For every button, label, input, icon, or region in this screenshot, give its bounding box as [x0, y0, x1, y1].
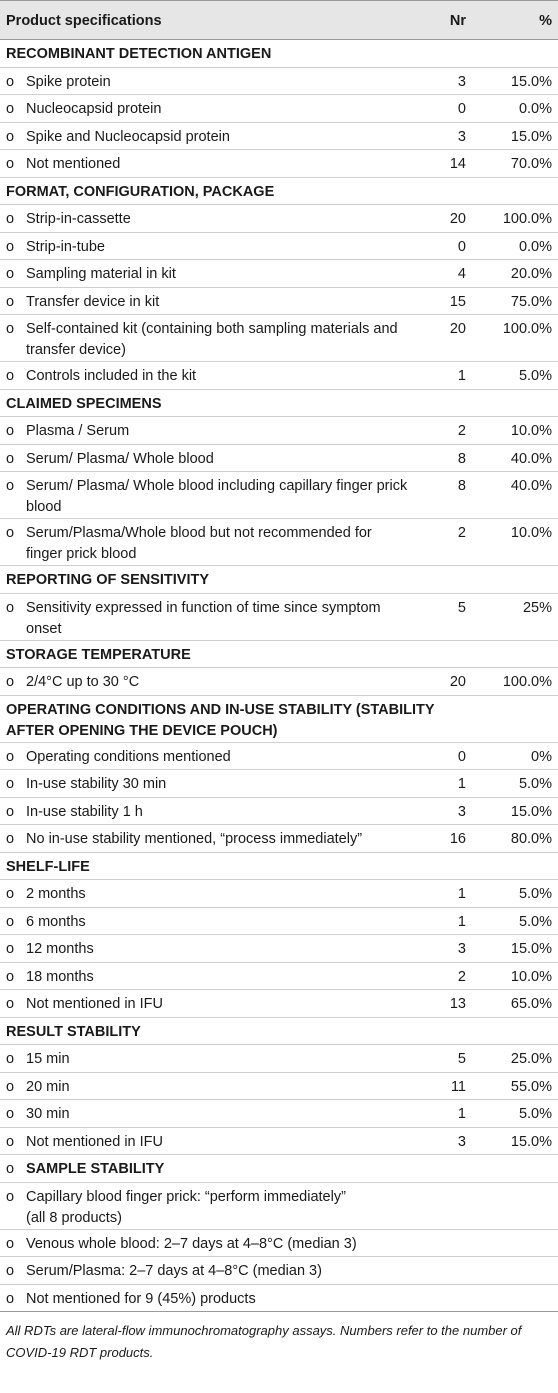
pct-value: 0%: [531, 748, 552, 765]
header-pct: %: [539, 13, 552, 29]
item-label: [6, 127, 230, 148]
nr-value: 2: [457, 968, 466, 985]
table-row: [0, 417, 558, 445]
section-label: [6, 394, 162, 415]
pct-value: 0.0%: [518, 101, 552, 117]
label-text: 18 months: [26, 968, 94, 985]
item-label: [6, 1187, 346, 1229]
bullet-icon: o: [6, 238, 15, 255]
item-label: [6, 421, 129, 442]
nr-value: 2: [457, 525, 466, 541]
section-label: [6, 44, 271, 65]
item-label: [6, 319, 398, 361]
label-text: Transfer device in kit: [26, 293, 160, 310]
bullet-icon: o: [6, 803, 15, 820]
table-row: [0, 743, 558, 771]
label-text: Spike protein: [26, 73, 111, 90]
table-row: [0, 445, 558, 473]
item-label: [6, 237, 105, 258]
section-row: [0, 40, 558, 68]
item-label: [6, 476, 407, 518]
table-row: [0, 1100, 558, 1128]
label-text: Sampling material in kit: [26, 266, 176, 282]
bullet-icon: o: [6, 128, 15, 145]
section-label: [6, 857, 90, 878]
pct-value: 55.0%: [510, 1078, 552, 1095]
nr-value: 0: [457, 101, 466, 117]
item-label: [6, 884, 86, 905]
pct-value: 75.0%: [510, 293, 552, 310]
bullet-icon: o: [6, 941, 15, 957]
label-text-continued: finger prick blood: [26, 546, 137, 562]
label-text: Serum/Plasma/Whole blood but not recommended for: [26, 525, 372, 541]
bullet-icon: o: [6, 1106, 15, 1122]
nr-value: 3: [457, 941, 466, 957]
pct-value: 15.0%: [510, 803, 552, 820]
table-row: [0, 1073, 558, 1101]
bullet-icon: o: [6, 996, 15, 1012]
label-text: 20 min: [26, 1078, 70, 1095]
nr-value: 3: [457, 803, 466, 820]
table-row: [0, 594, 558, 641]
label-text: 2 months: [26, 886, 86, 902]
nr-value: 20: [449, 211, 466, 227]
pct-value: 100.0%: [502, 674, 552, 690]
item-label: [6, 747, 231, 768]
label-text-continued: (all 8 products): [26, 1209, 122, 1226]
label-text: Serum/Plasma: 2–7 days at 4–8°C (median 3): [26, 1263, 322, 1279]
bullet-icon: o: [6, 478, 15, 494]
label-text: Spike and Nucleocapsid protein: [26, 128, 230, 145]
pct-value: 10.0%: [510, 423, 552, 439]
label-text: FORMAT, CONFIGURATION, PACKAGE: [6, 183, 275, 200]
section-row: [0, 696, 558, 743]
bullet-icon: o: [6, 1188, 15, 1205]
item-label: [6, 1077, 70, 1098]
item-label: [6, 598, 381, 640]
table-row: [0, 1285, 558, 1313]
label-text: Nucleocapsid protein: [26, 101, 162, 117]
nr-value: 1: [457, 1106, 466, 1122]
item-label: [6, 939, 94, 960]
label-text: SHELF-LIFE: [6, 858, 90, 875]
label-text: 2/4°C up to 30 °C: [26, 674, 140, 690]
bullet-icon: o: [6, 1078, 15, 1095]
table-row: [0, 150, 558, 178]
pct-value: 15.0%: [510, 128, 552, 145]
label-text: Plasma / Serum: [26, 423, 130, 439]
nr-value: 3: [457, 73, 466, 90]
bullet-icon: o: [6, 101, 15, 117]
label-text: Not mentioned: [26, 156, 121, 172]
label-text: RECOMBINANT DETECTION ANTIGEN: [6, 46, 272, 62]
bullet-icon: o: [6, 1051, 15, 1067]
pct-value: 15.0%: [510, 941, 552, 957]
label-text: Venous whole blood: 2–7 days at 4–8°C (median 3): [26, 1235, 357, 1252]
label-text-continued: transfer device): [26, 342, 126, 358]
table-row: [0, 260, 558, 288]
label-text: 12 months: [26, 941, 94, 957]
pct-value: 70.0%: [510, 156, 552, 172]
table-row: [0, 95, 558, 123]
section-label: [6, 645, 191, 666]
table-row: [0, 123, 558, 151]
label-text: Strip-in-tube: [26, 238, 105, 255]
table-row: [0, 990, 558, 1018]
bullet-icon: o: [6, 1263, 15, 1279]
bullet-icon: o: [6, 156, 15, 172]
label-text-continued: onset: [26, 620, 62, 637]
bullet-icon: o: [6, 266, 15, 282]
pct-value: 5.0%: [518, 886, 552, 902]
nr-value: 2: [457, 423, 466, 439]
table-row: [0, 668, 558, 696]
pct-value: 40.0%: [510, 478, 552, 494]
item-label: [6, 1049, 70, 1070]
label-text: RESULT STABILITY: [6, 1023, 141, 1040]
item-label: [6, 1132, 163, 1153]
item-label: [6, 292, 159, 313]
label-text: Not mentioned in IFU: [26, 996, 164, 1012]
bullet-icon: o: [6, 831, 15, 847]
bullet-icon: o: [6, 913, 15, 930]
nr-value: 20: [449, 674, 466, 690]
label-text: SAMPLE STABILITY: [26, 1161, 165, 1177]
bullet-icon: o: [6, 776, 15, 792]
section-row: [0, 1155, 558, 1183]
table-row: [0, 798, 558, 826]
label-text-continued: blood: [26, 499, 62, 515]
nr-value: 8: [457, 478, 466, 494]
pct-value: 65.0%: [510, 996, 552, 1012]
nr-value: 1: [457, 886, 466, 902]
table-row: [0, 1045, 558, 1073]
item-label: [6, 264, 176, 285]
pct-value: 15.0%: [510, 73, 552, 90]
bullet-icon: o: [6, 525, 15, 541]
label-text: CLAIMED SPECIMENS: [6, 395, 162, 412]
bullet-icon: o: [6, 748, 15, 765]
table-row: [0, 519, 558, 566]
nr-value: 3: [457, 128, 466, 145]
nr-value: 0: [457, 238, 466, 255]
pct-value: 40.0%: [510, 450, 552, 467]
nr-value: 3: [457, 1133, 466, 1150]
label-text: Serum/ Plasma/ Whole blood: [26, 450, 214, 467]
nr-value: 5: [457, 1051, 466, 1067]
table-row: [0, 205, 558, 233]
item-label: [6, 449, 214, 470]
label-text: 30 min: [26, 1106, 70, 1122]
item-label: [6, 967, 94, 988]
label-text: Controls included in the kit: [26, 368, 197, 384]
table-row: [0, 935, 558, 963]
label-text: OPERATING CONDITIONS AND IN-USE STABILITY (STABILITY: [6, 701, 435, 718]
pct-value: 10.0%: [510, 968, 552, 985]
pct-value: 100.0%: [502, 321, 552, 337]
table-row: [0, 908, 558, 936]
section-label: [6, 182, 274, 203]
nr-value: 8: [457, 450, 466, 467]
section-row: [0, 566, 558, 594]
bullet-icon: o: [6, 674, 15, 690]
bullet-icon: o: [6, 1133, 15, 1150]
item-label: [6, 209, 131, 230]
section-row: [0, 390, 558, 418]
nr-value: 11: [450, 1078, 466, 1095]
nr-value: 0: [457, 748, 466, 765]
item-label: [6, 802, 143, 823]
bullet-icon: o: [6, 886, 15, 902]
item-label: [6, 72, 111, 93]
item-label: [6, 1261, 322, 1282]
item-label: [6, 1234, 357, 1255]
bullet-icon: o: [6, 450, 15, 467]
label-text: Strip-in-cassette: [26, 211, 131, 227]
label-text: In-use stability 1 h: [26, 803, 143, 820]
table-row: [0, 68, 558, 96]
section-row: [0, 641, 558, 669]
bullet-icon: o: [6, 368, 15, 384]
table-row: [0, 963, 558, 991]
nr-value: 1: [457, 776, 466, 792]
pct-value: 5.0%: [518, 368, 552, 384]
table-row: [0, 1128, 558, 1156]
pct-value: 10.0%: [510, 525, 552, 541]
pct-value: 0.0%: [518, 238, 552, 255]
item-label: [6, 912, 86, 933]
table-row: [0, 233, 558, 261]
item-label: [6, 774, 166, 795]
item-label: [6, 1289, 256, 1310]
table-row: [0, 1257, 558, 1285]
label-text: 6 months: [26, 913, 86, 930]
label-text: 15 min: [26, 1051, 70, 1067]
section-row: [0, 853, 558, 881]
table-row: [0, 880, 558, 908]
bullet-icon: o: [6, 293, 15, 310]
pct-value: 25.0%: [510, 1051, 552, 1067]
bullet-icon: o: [6, 321, 15, 337]
pct-value: 80.0%: [510, 831, 552, 847]
bullet-icon: o: [6, 1161, 15, 1177]
section-row: [0, 178, 558, 206]
nr-value: 4: [457, 266, 466, 282]
pct-value: 25%: [522, 599, 552, 616]
item-label: [6, 366, 196, 387]
label-text: STORAGE TEMPERATURE: [6, 646, 191, 663]
label-text: Serum/ Plasma/ Whole blood including capillary finger prick: [26, 478, 408, 494]
nr-value: 14: [449, 156, 466, 172]
label-text: Self-contained kit (containing both sampling materials and: [26, 321, 398, 337]
bullet-icon: o: [6, 599, 15, 616]
bullet-icon: o: [6, 73, 15, 90]
item-label: [6, 672, 139, 693]
label-text: REPORTING OF SENSITIVITY: [6, 572, 210, 588]
label-text-continued: AFTER OPENING THE DEVICE POUCH): [6, 722, 278, 739]
nr-value: 1: [457, 913, 466, 930]
bullet-icon: o: [6, 968, 15, 985]
pct-value: 15.0%: [510, 1133, 552, 1150]
label-text: Not mentioned in IFU: [26, 1133, 164, 1150]
label-text: In-use stability 30 min: [26, 776, 167, 792]
nr-value: 1: [457, 368, 466, 384]
table-header: [0, 0, 558, 40]
table-row: [0, 1183, 558, 1230]
label-text: Capillary blood finger prick: “perform immediately”: [26, 1188, 346, 1205]
pct-value: 20.0%: [510, 266, 552, 282]
nr-value: 16: [449, 831, 466, 847]
bullet-icon: o: [6, 1290, 15, 1307]
item-label: [6, 99, 161, 120]
item-label: [6, 154, 120, 175]
section-label: [6, 570, 209, 591]
label-text: Sensitivity expressed in function of time since symptom: [26, 599, 381, 616]
pct-value: 5.0%: [518, 776, 552, 792]
nr-value: 15: [449, 293, 466, 310]
label-text: No in-use stability mentioned, “process immediately”: [26, 831, 363, 847]
pct-value: 100.0%: [502, 211, 552, 227]
bullet-icon: o: [6, 211, 15, 227]
table-body: [0, 40, 558, 1312]
nr-value: 13: [449, 996, 466, 1012]
bullet-icon: o: [6, 1235, 15, 1252]
bullet-icon: o: [6, 423, 15, 439]
pct-value: 5.0%: [518, 913, 552, 930]
table-row: [0, 362, 558, 390]
header-spec: Product specifications: [6, 13, 162, 29]
item-label: [6, 1104, 70, 1125]
item-label: [6, 829, 362, 850]
nr-value: 5: [457, 599, 466, 616]
item-label: [6, 523, 372, 565]
label-text: Operating conditions mentioned: [26, 748, 231, 765]
section-label: [6, 1022, 141, 1043]
table-footnote: All RDTs are lateral-flow immunochromatography assays. Numbers refer to the number of COVID-19 RDT products.: [6, 1323, 522, 1360]
table-row: [0, 770, 558, 798]
table-row: [0, 1230, 558, 1258]
nr-value: 20: [449, 321, 466, 337]
table-row: [0, 288, 558, 316]
table-row: [0, 315, 558, 362]
section-label: [6, 1159, 164, 1180]
section-label: [6, 700, 435, 742]
table-row: [0, 472, 558, 519]
section-row: [0, 1018, 558, 1046]
header-nr: Nr: [449, 13, 466, 29]
item-label: [6, 994, 163, 1015]
table-row: [0, 825, 558, 853]
pct-value: 5.0%: [518, 1106, 552, 1122]
label-text: Not mentioned for 9 (45%) products: [26, 1290, 256, 1307]
